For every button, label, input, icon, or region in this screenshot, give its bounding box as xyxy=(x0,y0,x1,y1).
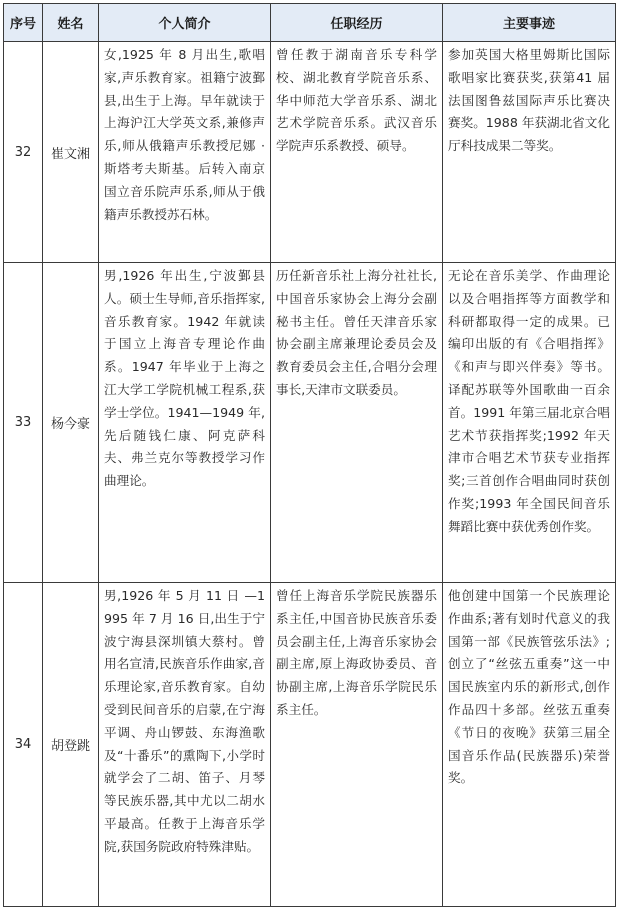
header-career: 任职经历 xyxy=(271,4,443,42)
row-seq: 32 xyxy=(4,42,43,263)
row-deeds: 他创建中国第一个民族理论作曲系;著有划时代意义的我国第一部《民族管弦乐法》;创立了“丝弦五重奏”这一中国民族室内乐的新形式,创作作品四十多部。丝弦五重奏《节日的夜晚》获第三届全国音乐作品(民族器乐)荣誉奖。 xyxy=(443,583,616,907)
row-name: 崔文湘 xyxy=(43,42,99,263)
row-seq: 34 xyxy=(4,583,43,907)
header-name: 姓名 xyxy=(43,4,99,42)
table-row xyxy=(4,42,616,263)
row-career: 曾任教于湖南音乐专科学校、湖北教育学院音乐系、华中师范大学音乐系、湖北艺术学院音乐系。武汉音乐学院声乐系教授、硕导。 xyxy=(271,42,443,263)
row-seq: 33 xyxy=(4,263,43,583)
header-row xyxy=(4,4,616,42)
row-profile: 女,1925 年 8 月出生,歌唱家,声乐教育家。祖籍宁波鄞县,出生于上海。早年就读于上海沪江大学英文系,兼修声乐,师从俄籍声乐教授尼娜 · 斯塔考夫斯基。后转入南京国立音乐院声乐系,师从于俄籍声乐教授苏石林。 xyxy=(99,42,271,263)
header-deeds: 主要事迹 xyxy=(443,4,616,42)
row-deeds: 无论在音乐美学、作曲理论以及合唱指挥等方面教学和科研都取得一定的成果。已编印出版的有《合唱指挥》《和声与即兴伴奏》等书。译配苏联等外国歌曲一百余首。1991 年第三届北京合唱艺术节获指挥奖;1992 年天津市合唱艺术节获专业指挥奖;三首创作合唱曲同时获创作奖;1993 年全国民间音乐舞蹈比赛中获优秀创作奖。 xyxy=(443,263,616,583)
row-deeds: 参加英国大格里姆斯比国际歌唱家比赛获奖,获第41 届法国图鲁兹国际声乐比赛决赛奖。1988 年获湖北省文化厅科技成果二等奖。 xyxy=(443,42,616,263)
biography-table-container xyxy=(3,3,615,905)
header-seq: 序号 xyxy=(4,4,43,42)
row-career: 曾任上海音乐学院民族器乐系主任,中国音协民族音乐委员会副主任,上海音乐家协会副主席,原上海政协委员、音协副主席,上海音乐学院民乐系主任。 xyxy=(271,583,443,907)
row-name: 杨今豪 xyxy=(43,263,99,583)
table-row xyxy=(4,263,616,583)
table-row xyxy=(4,583,616,907)
row-profile: 男,1926 年 5 月 11 日 —1995 年 7 月 16 日,出生于宁波宁海县深圳镇大蔡村。曾用名宣清,民族音乐作曲家,音乐理论家,音乐教育家。自幼受到民间音乐的启蒙,在宁海平调、舟山锣鼓、东海渔歌及“十番乐”的熏陶下,小学时就学会了二胡、笛子、月琴等民族乐器,其中尤以二胡水平最高。任教于上海音乐学院,获国务院政府特殊津贴。 xyxy=(99,583,271,907)
row-name: 胡登跳 xyxy=(43,583,99,907)
biography-table xyxy=(3,3,616,907)
row-profile: 男,1926 年出生,宁波鄞县人。硕士生导师,音乐指挥家,音乐教育家。1942 年就读于国立上海音专理论作曲系。1947 年毕业于上海之江大学工学院机械工程系,获学士学位。1941—1949 年,先后随钱仁康、阿克萨科夫、弗兰克尔等教授学习作曲理论。 xyxy=(99,263,271,583)
row-career: 历任新音乐社上海分社社长,中国音乐家协会上海分会副秘书主任。曾任天津音乐家协会副主席兼理论委员会及教育委员会主任,合唱分会理事长,天津市文联委员。 xyxy=(271,263,443,583)
header-profile: 个人简介 xyxy=(99,4,271,42)
